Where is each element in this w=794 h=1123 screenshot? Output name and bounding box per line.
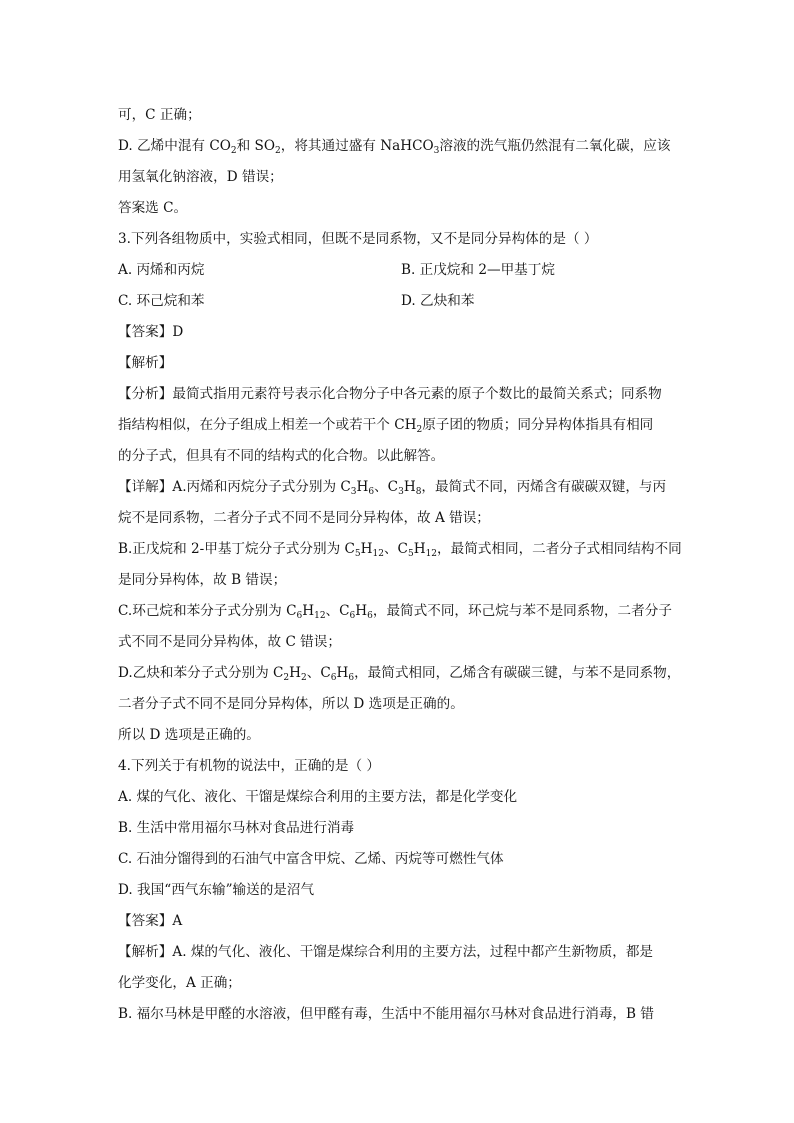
q3-fenxi-line1: 【分析】最简式指用元素符号表示化合物分子中各元素的原子个数比的最简关系式；同系物 [118, 386, 662, 402]
q3-options-row-1 [118, 255, 684, 286]
q3-options-row-2 [118, 286, 684, 317]
q3-detail-c-line1: C.环己烷和苯分子式分别为 $C_6H_{12}$、$C_6H_6$，最简式不同，环己烷与苯不是同系物，二者分子 [118, 603, 672, 621]
q3-option-c: C. 环己烷和苯 [118, 293, 205, 309]
q3-analysis-label: 【解析】 [118, 355, 173, 371]
q2-c-tail: 可，C 正确； [118, 107, 201, 123]
q2-d-line2: 用氢氧化钠溶液，D 错误； [118, 169, 283, 185]
q2-d-line1: D. 乙烯中混有 $CO_2$和 $SO_2$，将其通过盛有 NaHCO$_3$溶液的洗气瓶仍然混有二氧化碳，应该 [118, 138, 671, 156]
q3-option-d: D. 乙炔和苯 [401, 293, 475, 309]
q4-option-b: B. 生活中常用福尔马林对食品进行消毒 [118, 820, 355, 836]
q3-conclusion: 所以 D 选项是正确的。 [118, 727, 260, 743]
q3-detail-a-line1: 【详解】A.丙烯和丙烷分子式分别为 $C_3H_6$、$C_3H_8$，最简式不同，丙烯含有碳碳双键，与丙 [118, 479, 667, 497]
q4-option-c: C. 石油分馏得到的石油气中富含甲烷、乙烯、丙烷等可燃性气体 [118, 851, 504, 867]
q4-analysis-line1: 【解析】A. 煤的气化、液化、干馏是煤综合利用的主要方法，过程中都产生新物质，都是 [118, 944, 654, 960]
q2-answer: 答案选 C。 [118, 200, 188, 216]
q3-detail-b-line2: 是同分异构体，故 B 错误； [118, 572, 287, 588]
q3-answer: 【答案】D [118, 324, 184, 340]
q3-detail-c-line2: 式不同不是同分异构体，故 C 错误； [118, 634, 341, 650]
q4-option-a: A. 煤的气化、液化、干馏是煤综合利用的主要方法，都是化学变化 [118, 789, 518, 805]
q3-option-b: B. 正戊烷和 2—甲基丁烷 [401, 262, 555, 278]
q3-detail-b-line1: B.正戊烷和 2-甲基丁烷分子式分别为 $C_5H_{12}$、$C_5H_{12}$，最简式相同，二者分子式相同结构不同 [118, 541, 682, 559]
q3-detail-d-line2: 二者分子式不同不是同分异构体，所以 D 选项是正确的。 [118, 696, 464, 712]
q4-analysis-line3: B. 福尔马林是甲醛的水溶液，但甲醛有毒，生活中不能用福尔马林对食品进行消毒，B 错 [118, 1006, 654, 1022]
q3-detail-a-line2: 烷不是同系物，二者分子式不同不是同分异构体，故 A 错误； [118, 510, 490, 526]
q4-stem: 4.下列关于有机物的说法中，正确的是（ ） [118, 758, 380, 774]
q3-fenxi-line3: 的分子式，但具有不同的结构式的化合物。以此解答。 [118, 448, 445, 464]
q4-answer: 【答案】A [118, 913, 183, 929]
q4-option-d: D. 我国“西气东输”输送的是沼气 [118, 882, 315, 898]
q3-detail-d-line1: D.乙炔和苯分子式分别为 $C_2H_2$、$C_6H_6$，最简式相同，乙烯含有碳碳三键，与苯不是同系物， [118, 665, 681, 683]
q3-option-a: A. 丙烯和丙烷 [118, 262, 205, 278]
q3-fenxi-line2: 指结构相似，在分子组成上相差一个或若干个 $CH_2$原子团的物质；同分异构体指具有相同 [118, 417, 654, 435]
q3-stem: 3.下列各组物质中，实验式相同，但既不是同系物，又不是同分异构体的是（ ） [118, 231, 598, 247]
q4-analysis-line2: 化学变化，A 正确； [118, 975, 241, 991]
